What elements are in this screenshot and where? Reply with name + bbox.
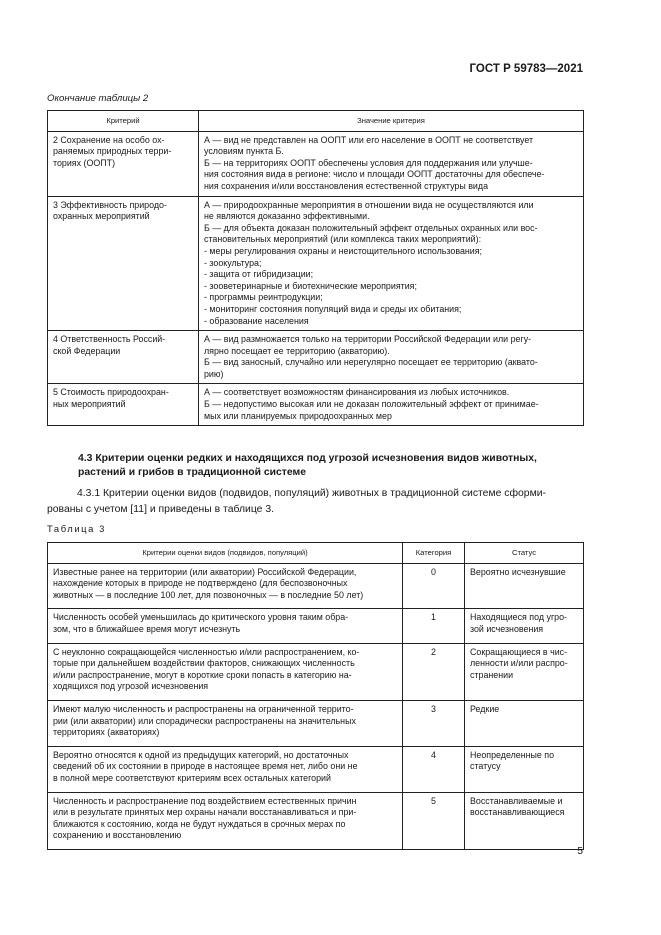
criteria-cell	[48, 643, 403, 700]
cell-text-line: С неуклонно сокращающейся численностью и/или распространением, ко-	[53, 646, 360, 657]
table-row	[48, 131, 584, 196]
cell-text-line: Численность и распространение под воздействием естественных причин	[53, 795, 357, 806]
cell-text-line: А — вид не представлен на ООПТ или его население в ООПТ не соответствует	[204, 134, 534, 145]
cell-text-line: Б — на территориях ООПТ обеспечены условия для поддержания или улучше-	[204, 157, 533, 168]
cell-text-line: ской Федерации	[53, 345, 121, 356]
cell-text-line: - мониторинг состояния популяций вида и среды их обитания;	[204, 303, 462, 314]
cell-text-line: Имеют малую численность и распространены на ограниченной террито-	[53, 703, 354, 714]
cell-text-line: ния состояния вида в регионе: число и площади ООПТ достаточны для обеспече-	[204, 169, 545, 180]
cell-text-line: и/или распространение, могут в короткие сроки попасть в категорию на-	[53, 669, 352, 680]
cell-text-line: 4 Ответственность Россий-	[53, 334, 166, 345]
status-cell	[465, 643, 584, 700]
cell-text-line: 2 Сохранение на особо ох-	[53, 134, 165, 145]
table3-caption: Таблица 3	[47, 523, 106, 534]
table3-header-row	[48, 543, 584, 564]
cell-text-line: зом, что в ближайшее время могут исчезнуть	[53, 623, 241, 634]
cell-text-line: Вероятно исчезнувшие	[470, 566, 566, 577]
cell-text-line: торые при дальнейшем воздействии факторов, снижающих численность	[53, 658, 355, 669]
table-row	[48, 792, 584, 849]
value-cell	[199, 131, 584, 196]
cell-text-line: Редкие	[470, 703, 500, 714]
cell-text-line: - меры регулирования охраны и неистощительного использования;	[204, 245, 483, 256]
table-2	[47, 110, 584, 426]
cell-text-line: Неопределенные по	[470, 749, 555, 760]
cell-text-line: восстанавливающиеся	[470, 807, 565, 818]
criteria-cell	[48, 792, 403, 849]
cell-text-line: - защита от гибридизации;	[204, 269, 314, 280]
cell-text-line: становительных мероприятий (или комплекса таких мероприятий):	[204, 234, 482, 245]
cell-text-line: Сокращающиеся в чис-	[470, 646, 568, 657]
cell-text-line: зой исчезновения	[470, 623, 544, 634]
table-row	[48, 196, 584, 331]
cell-text-line: странении	[470, 669, 514, 680]
status-cell	[465, 563, 584, 609]
cell-text-line: А — соответствует возможностям финансирования из любых источников.	[204, 387, 510, 398]
table3-col-category: Категория	[403, 543, 465, 564]
paragraph-4-3-1	[47, 486, 583, 518]
criterion-cell	[48, 384, 199, 426]
criterion-cell	[48, 331, 199, 384]
cell-text-line: Восстанавливаемые и	[470, 795, 563, 806]
category-cell: 1	[403, 609, 465, 643]
cell-text-line: рию)	[204, 368, 224, 379]
table-row	[48, 563, 584, 609]
table3-col-criteria: Критерии оценки видов (подвидов, популяций)	[48, 543, 403, 564]
cell-text-line: статусу	[470, 761, 501, 772]
cell-text-line: 5 Стоимость природоохран-	[53, 387, 169, 398]
cell-text-line: рии (или акватории) или спорадически распространены на значительных	[53, 715, 356, 726]
criteria-cell	[48, 609, 403, 643]
criterion-cell	[48, 131, 199, 196]
section-heading-line: 4.3 Критерии оценки редких и находящихся под угрозой исчезновения видов животных,	[78, 453, 537, 464]
table-row	[48, 384, 584, 426]
table3-col-status: Статус	[465, 543, 584, 564]
value-cell	[199, 331, 584, 384]
cell-text-line: - образование населения	[204, 315, 309, 326]
table-3	[47, 542, 584, 850]
table2-col-criterion: Критерий	[48, 111, 199, 132]
status-cell	[465, 700, 584, 746]
cell-text-line: нахождение которых в природе не подтверждено (для беспозвоночных	[53, 578, 348, 589]
cell-text-line: мых или планируемых природоохранных мер	[204, 410, 392, 421]
table2-header-row	[48, 111, 584, 132]
table2-caption: Окончание таблицы 2	[47, 93, 149, 104]
category-cell: 5	[403, 792, 465, 849]
category-cell: 2	[403, 643, 465, 700]
cell-text-line: Вероятно относятся к одной из предыдущих категорий, но достаточных	[53, 749, 349, 760]
criteria-cell	[48, 746, 403, 792]
document-code: ГОСТ Р 59783—2021	[469, 63, 583, 75]
cell-text-line: лярно посещает ее территорию (акваторию).	[204, 345, 390, 356]
cell-text-line: раняемых природных терри-	[53, 146, 172, 157]
cell-text-line: 3 Эффективность природо-	[53, 199, 167, 210]
cell-text-line: ленности и/или распро-	[470, 658, 568, 669]
status-cell	[465, 792, 584, 849]
criteria-cell	[48, 700, 403, 746]
paragraph-line: рованы с учетом [11] и приведены в таблице 3.	[47, 504, 274, 515]
cell-text-line: - программы реинтродукции;	[204, 292, 323, 303]
cell-text-line: животных — в последние 100 лет, для позвоночных — в последние 50 лет)	[53, 589, 364, 600]
value-cell	[199, 384, 584, 426]
table-row	[48, 609, 584, 643]
category-cell: 3	[403, 700, 465, 746]
cell-text-line: сохранению и восстановлению	[53, 830, 182, 841]
cell-text-line: Б — для объекта доказан положительный эффект отдельных охранных или вос-	[204, 222, 538, 233]
cell-text-line: охранных мероприятий	[53, 211, 150, 222]
cell-text-line: Известные ранее на территории (или акватории) Российской Федерации,	[53, 566, 357, 577]
status-cell	[465, 609, 584, 643]
cell-text-line: ториях (ООПТ)	[53, 157, 116, 168]
cell-text-line: Б — недопустимо высокая или не доказан положительный эффект от принимае-	[204, 399, 539, 410]
cell-text-line: Находящиеся под угро-	[470, 612, 568, 623]
table-row	[48, 700, 584, 746]
cell-text-line: А — природоохранные мероприятия в отношении вида не осуществляются или	[204, 199, 534, 210]
criteria-cell	[48, 563, 403, 609]
table-row	[48, 643, 584, 700]
cell-text-line: Б — вид заносный, случайно или нерегулярно посещает ее территорию (аквато-	[204, 357, 538, 368]
cell-text-line: ближаются к состоянию, когда не будут нуждаться в срочных мерах по	[53, 818, 346, 829]
page-number: 5	[577, 846, 583, 857]
section-heading-line: растений и грибов в традиционной системе	[78, 467, 306, 478]
table2-col-value: Значение критерия	[199, 111, 584, 132]
table-row	[48, 331, 584, 384]
cell-text-line: территориях (акваториях)	[53, 727, 160, 738]
cell-text-line: условиям пункта Б.	[204, 146, 284, 157]
cell-text-line: А — вид размножается только на территории Российской Федерации или регу-	[204, 334, 532, 345]
cell-text-line: в полной мере соответствуют критериям всех остальных категорий	[53, 772, 331, 783]
cell-text-line: ния сохранения и/или восстановления естественной структуры вида	[204, 180, 488, 191]
cell-text-line: - зооветеринарные и биотехнические мероприятия;	[204, 280, 417, 291]
section-heading	[78, 452, 583, 480]
criterion-cell	[48, 196, 199, 331]
table-row	[48, 746, 584, 792]
cell-text-line: сведений об их состоянии в природе в настоящее время нет, либо они не	[53, 761, 358, 772]
cell-text-line: или в результате принятых мер охраны начали восстанавливаться и при-	[53, 807, 357, 818]
cell-text-line: не являются доказанно эффективными.	[204, 211, 370, 222]
cell-text-line: Численность особей уменьшилась до критического уровня таким обра-	[53, 612, 349, 623]
cell-text-line: ных мероприятий	[53, 399, 126, 410]
status-cell	[465, 746, 584, 792]
value-cell	[199, 196, 584, 331]
cell-text-line: - зоокультура;	[204, 257, 262, 268]
cell-text-line: ходящихся под угрозой исчезновения	[53, 681, 209, 692]
paragraph-line: 4.3.1 Критерии оценки видов (подвидов, популяций) животных в традиционной системе сформи-	[77, 488, 546, 499]
category-cell: 0	[403, 563, 465, 609]
category-cell: 4	[403, 746, 465, 792]
